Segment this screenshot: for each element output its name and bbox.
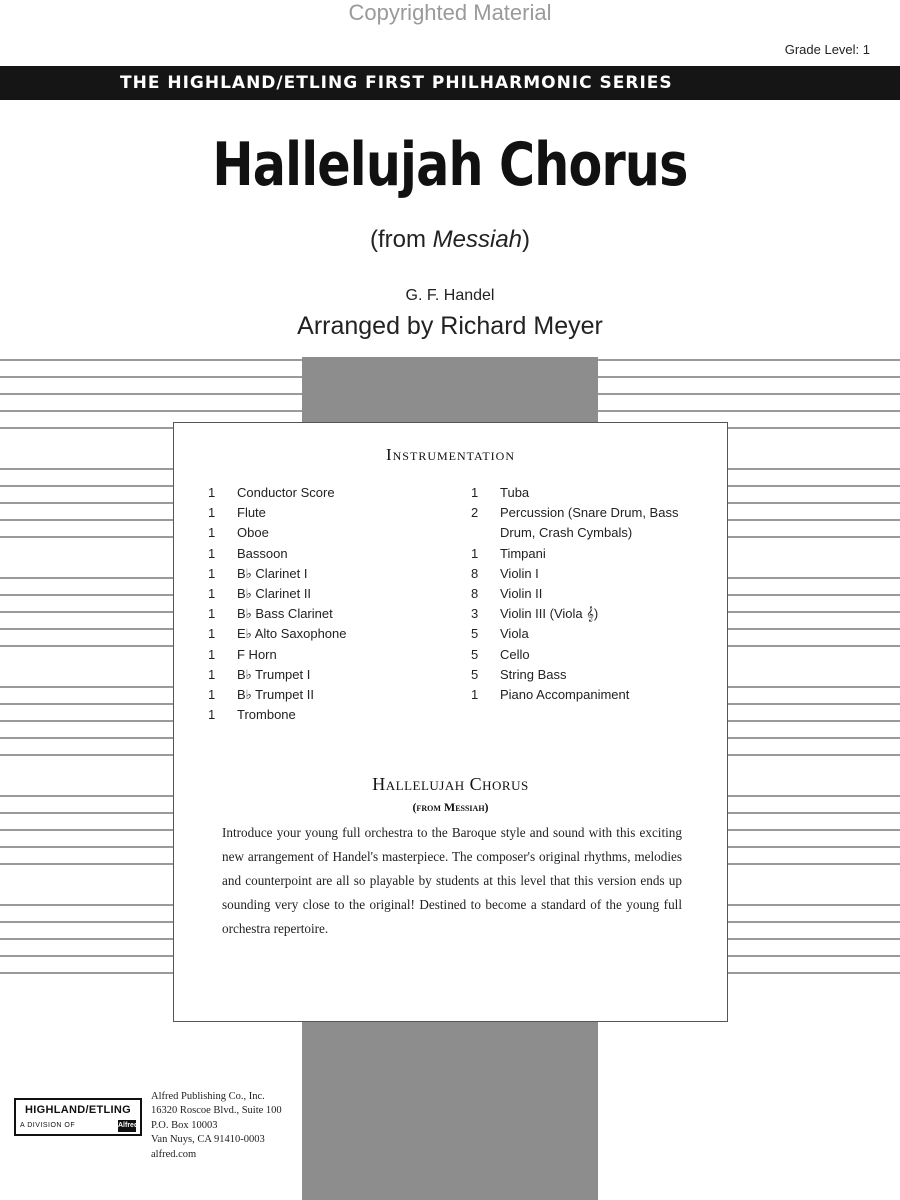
- address-line: Alfred Publishing Co., Inc.: [151, 1091, 265, 1102]
- logo-name: HIGHLAND/ETLING: [25, 1104, 131, 1116]
- instrument-name: Tuba: [500, 485, 530, 500]
- list-item: [208, 584, 437, 604]
- instrument-qty: 1: [208, 626, 216, 642]
- address-line: Van Nuys, CA 91410-0003: [151, 1134, 265, 1146]
- instrument-name: B♭ Clarinet II: [237, 586, 312, 602]
- instrument-name: E♭ Alto Saxophone: [237, 626, 347, 642]
- instrument-qty: 1: [208, 646, 216, 662]
- list-item: [471, 503, 700, 543]
- description-title: Hallelujah Chorus: [372, 774, 529, 794]
- publisher-address: [151, 1090, 282, 1162]
- list-item: [208, 624, 437, 644]
- page-title: Hallelujah Chorus: [212, 130, 688, 200]
- instrument-qty: 1: [471, 545, 479, 561]
- grade-level: Grade Level: 1: [784, 42, 870, 57]
- instrument-qty: 1: [208, 525, 216, 541]
- list-item: [471, 584, 700, 604]
- list-item: [471, 665, 700, 685]
- list-item: [471, 604, 700, 624]
- list-item: [208, 645, 437, 665]
- subtitle-work: Messiah: [432, 226, 523, 253]
- instrument-qty: 1: [208, 545, 216, 561]
- description-subtitle: (from Messiah): [412, 800, 489, 814]
- instrument-name: B♭ Trumpet I: [237, 666, 311, 682]
- instrument-name: Violin I: [500, 565, 539, 581]
- instrument-name: String Bass: [500, 666, 567, 682]
- list-item: [208, 544, 437, 564]
- alfred-badge-icon: Alfred: [118, 1120, 136, 1132]
- instrument-qty: 2: [471, 505, 479, 521]
- instrumentation-heading: Instrumentation: [385, 445, 516, 464]
- instrument-qty: 5: [471, 666, 479, 682]
- content-box: [173, 422, 728, 1022]
- instrument-qty: 1: [208, 666, 216, 682]
- subtitle: [0, 226, 900, 254]
- instrument-name: Violin III (Viola 𝄞): [500, 606, 599, 622]
- instrument-qty: 1: [208, 505, 216, 521]
- subtitle-prefix: (from: [369, 226, 433, 253]
- instrument-qty: 8: [471, 565, 479, 581]
- instrument-qty: 1: [208, 606, 216, 622]
- instrument-list-right: [471, 483, 700, 705]
- list-item: [208, 483, 437, 503]
- description-body: Introduce your young full orchestra to the Baroque style and sound with this exciting new arrangement of Handel's masterpiece. The composer's original rhythms, melodies and counterpoint are all so playable by students at this level that this version ends up sounding very close to the original! Destined to become a standard of the young full orchestra repertoire.: [222, 825, 682, 936]
- instrument-name: Violin II: [500, 586, 543, 602]
- instrument-name: F Horn: [237, 646, 277, 662]
- list-item: [208, 564, 437, 584]
- list-item: [471, 564, 700, 584]
- instrument-qty: 5: [471, 646, 479, 662]
- instrument-name: Piano Accompaniment: [500, 687, 630, 703]
- list-item: [208, 665, 437, 685]
- series-banner: THE HIGHLAND/ETLING FIRST PHILHARMONIC SERIES: [0, 66, 900, 100]
- instrument-qty: 1: [208, 565, 216, 581]
- list-item: [471, 685, 700, 705]
- list-item: [471, 544, 700, 564]
- copyright-watermark: Copyrighted Material: [348, 0, 552, 25]
- arranger: Arranged by Richard Meyer: [297, 312, 603, 340]
- instrument-name: B♭ Clarinet I: [237, 565, 308, 581]
- instrument-name: Cello: [500, 646, 530, 662]
- instrument-name: Flute: [237, 505, 266, 521]
- list-item: [208, 685, 437, 705]
- instrument-qty: 5: [471, 626, 479, 642]
- list-item: [208, 604, 437, 624]
- instrument-list-left: [208, 483, 437, 725]
- address-line: P.O. Box 10003: [151, 1119, 218, 1131]
- instrument-name: Bassoon: [237, 545, 288, 561]
- instrument-qty: 8: [471, 586, 479, 602]
- instrument-name: B♭ Bass Clarinet: [237, 606, 333, 622]
- instrument-name: Percussion (Snare Drum, Bass Drum, Crash Cymbals): [500, 505, 679, 541]
- list-item: [208, 705, 437, 725]
- list-item: [471, 483, 700, 503]
- instrument-name: Oboe: [237, 525, 269, 541]
- instrument-qty: 3: [471, 606, 479, 622]
- instrument-qty: 1: [208, 586, 216, 602]
- instrument-qty: 1: [471, 687, 479, 703]
- logo-tagline: A DIVISION OF: [20, 1122, 76, 1129]
- instrument-qty: 1: [208, 485, 216, 500]
- publisher-logo: [14, 1098, 142, 1136]
- subtitle-suffix: ): [522, 226, 531, 253]
- instrument-name: Timpani: [500, 545, 546, 561]
- list-item: [471, 624, 700, 644]
- instrument-qty: 1: [208, 707, 216, 723]
- instrument-qty: 1: [208, 687, 216, 703]
- address-line: 16320 Roscoe Blvd., Suite 100: [151, 1105, 282, 1117]
- instrument-qty: 1: [471, 485, 479, 500]
- instrument-name: Viola: [500, 626, 529, 642]
- instrument-name: Conductor Score: [237, 485, 335, 500]
- publisher-website[interactable]: alfred.com: [151, 1148, 197, 1160]
- list-item: [471, 645, 700, 665]
- list-item: [208, 523, 437, 543]
- composer: G. F. Handel: [405, 287, 495, 304]
- instrument-name: B♭ Trumpet II: [237, 687, 314, 703]
- instrument-name: Trombone: [237, 707, 296, 723]
- list-item: [208, 503, 437, 523]
